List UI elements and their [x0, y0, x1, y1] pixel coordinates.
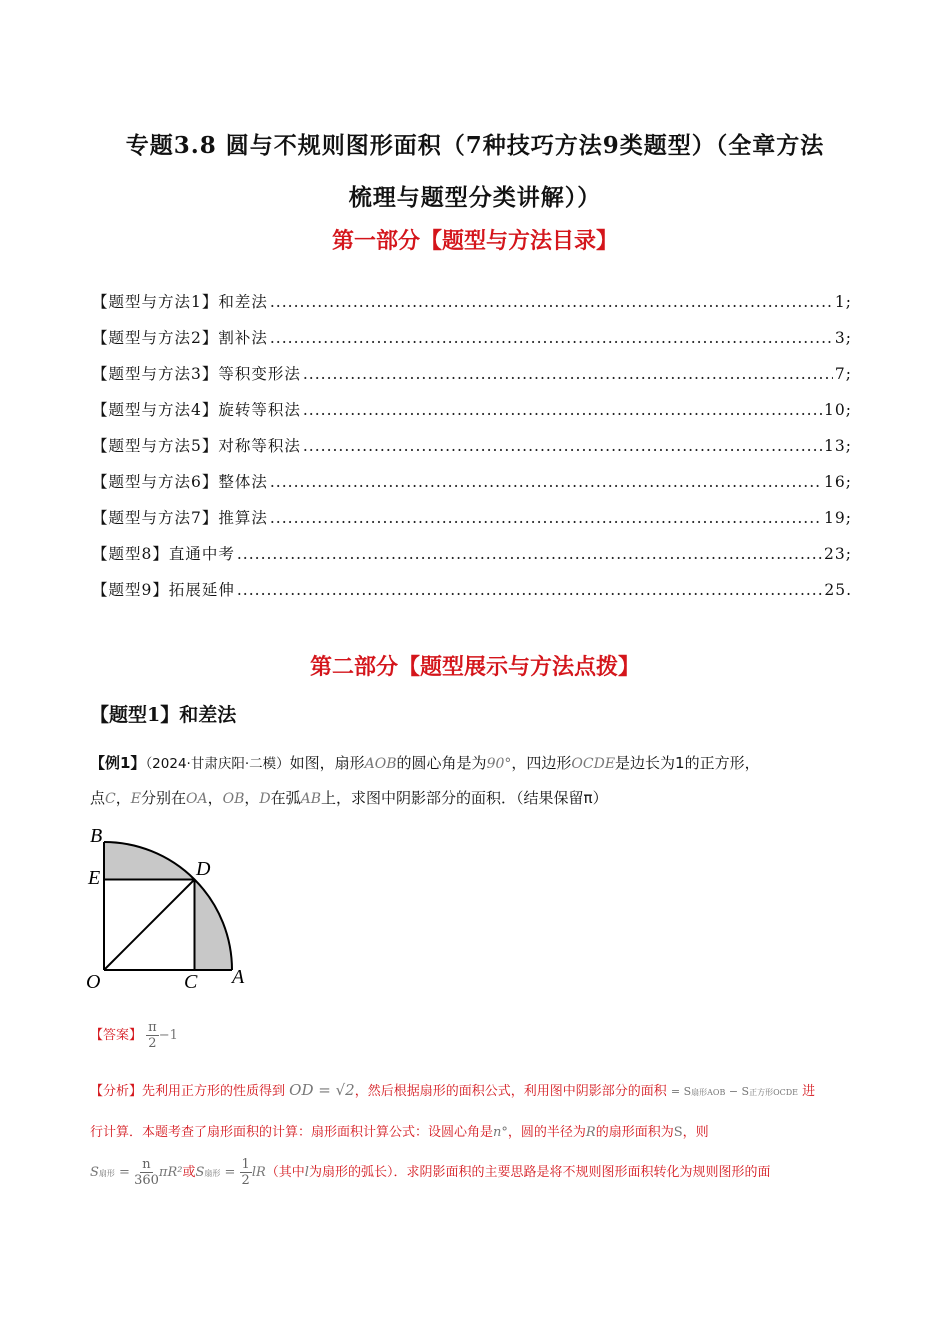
formula1-sub: 扇形: [98, 1169, 115, 1178]
math-r: R: [585, 1125, 596, 1140]
toc-item-page: 7;: [834, 365, 852, 383]
formula1-eq: =: [114, 1165, 135, 1180]
analysis-text: ，然后根据扇形的面积公式，利用图中阴影部分的面积: [354, 1084, 667, 1099]
answer-numerator: π: [148, 1020, 157, 1035]
label-e: E: [88, 867, 101, 889]
label-b: B: [90, 825, 103, 847]
toc-leader-dots: [303, 401, 822, 419]
toc-leader-dots: [270, 329, 833, 347]
toc-item[interactable]: [92, 434, 852, 470]
math-ocde: OCDE: [571, 756, 616, 772]
toc-item-page: 25.: [824, 581, 852, 599]
formula2-fraction: [240, 1157, 252, 1188]
example-text: ，: [207, 789, 223, 807]
label-a: A: [232, 966, 245, 988]
toc-leader-dots: [237, 581, 822, 599]
toc-item-label: 【题型与方法5】对称等积法: [92, 437, 301, 455]
toc-leader-dots: [303, 437, 822, 455]
math-l: l: [304, 1165, 309, 1180]
toc-item[interactable]: [92, 290, 852, 326]
toc-item[interactable]: [92, 326, 852, 362]
example-text: 是边长为1的正方形，: [615, 754, 760, 772]
example-text: ，: [115, 789, 131, 807]
example-text: 上，求图中阴影部分的面积．（结果保留π）: [321, 789, 608, 807]
shaded-region-top: [104, 842, 195, 880]
analysis: [90, 1070, 880, 1194]
label-o: O: [86, 971, 101, 993]
toc-item-label: 【题型9】拓展延伸: [92, 581, 235, 599]
math-ob: OB: [222, 791, 245, 807]
toc-item-label: 【题型与方法6】整体法: [92, 473, 268, 491]
answer-label: 【答案】: [90, 1028, 143, 1043]
analysis-text: 为扇形的弧长）．求阴影面积的主要思路是将不规则图形面积转化为规则图形的面: [308, 1165, 771, 1180]
example-text: 分别在: [140, 789, 186, 807]
analysis-text: ，则: [682, 1125, 709, 1140]
answer-tail: −1: [158, 1028, 178, 1043]
toc-item-page: 16;: [824, 473, 852, 491]
part1-heading: 第一部分【题型与方法目录】: [331, 228, 618, 254]
example-text: 的圆心角是为: [396, 754, 487, 772]
example-text: ，四边形: [511, 754, 572, 772]
toc-item-label: 【题型与方法3】等积变形法: [92, 365, 301, 383]
math-od: OD = √2: [289, 1081, 355, 1099]
toc-item[interactable]: [92, 398, 852, 434]
formula1-fraction: [134, 1157, 159, 1188]
analysis-text: ，圆的半径为: [507, 1125, 586, 1140]
toc-item[interactable]: [92, 506, 852, 542]
analysis-text: 的扇形面积为: [595, 1125, 674, 1140]
analysis-label: 【分析】: [90, 1084, 143, 1099]
math-c: C: [105, 791, 116, 807]
example-text: 在弧: [270, 789, 301, 807]
label-c: C: [184, 971, 198, 993]
toc-item-page: 3;: [834, 329, 852, 347]
toc-item-page: 19;: [824, 509, 852, 527]
answer-denominator: 2: [148, 1036, 157, 1051]
example-text: ，: [244, 789, 260, 807]
formula2-eq: =: [220, 1165, 240, 1180]
math-oa: OA: [186, 791, 208, 807]
answer: [90, 1020, 178, 1051]
toc-leader-dots: [270, 509, 822, 527]
toc-item-page: 23;: [824, 545, 852, 563]
title-line-1: 专题3.8 圆与不规则图形面积（7种技巧方法9类题型）（全章方法: [125, 132, 825, 159]
formula1-den: 360: [134, 1173, 159, 1188]
sector-figure: [80, 820, 270, 995]
formula2-sub: 扇形: [204, 1169, 221, 1178]
analysis-text: 或: [182, 1165, 196, 1180]
formula2-s: S: [195, 1165, 205, 1180]
example-text: 如图，扇形: [289, 754, 365, 772]
math-n: n°: [493, 1125, 508, 1140]
segment-od: [104, 880, 195, 971]
table-of-contents: [92, 290, 852, 614]
math-aob: AOB: [364, 756, 397, 772]
toc-item-label: 【题型与方法7】推算法: [92, 509, 268, 527]
math-s-shade: = S: [670, 1085, 692, 1098]
math-ab: AB: [300, 791, 322, 807]
formula2-tail: lR: [251, 1165, 266, 1180]
toc-item-page: 10;: [824, 401, 852, 419]
title-line-2: 梳理与题型分类讲解））: [348, 184, 602, 211]
part2-heading: 第二部分【题型展示与方法点拨】: [309, 654, 640, 680]
page-title: [70, 120, 880, 224]
toc-item-label: 【题型与方法4】旋转等积法: [92, 401, 301, 419]
toc-leader-dots: [270, 473, 822, 491]
toc-leader-dots: [303, 365, 833, 383]
math-e: E: [130, 791, 141, 807]
toc-item[interactable]: [92, 470, 852, 506]
analysis-text: 行计算．本题考查了扇形面积的计算：扇形面积计算公式：设圆心角是: [90, 1125, 494, 1140]
formula1-s: S: [90, 1165, 99, 1180]
toc-item-label: 【题型与方法2】割补法: [92, 329, 268, 347]
toc-item-page: 1;: [834, 293, 852, 311]
toc-item-label: 【题型与方法1】和差法: [92, 293, 268, 311]
math-S: S: [673, 1125, 683, 1140]
toc-item[interactable]: [92, 542, 852, 578]
math-90: 90°: [486, 756, 512, 772]
formula2-den: 2: [241, 1173, 250, 1188]
example-source: （2024·甘肃庆阳·二模）: [145, 756, 290, 772]
formula1-num: n: [142, 1157, 151, 1172]
label-d: D: [196, 858, 211, 880]
example-label: 【例1】: [90, 754, 146, 772]
math-sub-square: 正方形OCDE: [749, 1088, 799, 1097]
math-sub-sector: 扇形AOB: [691, 1088, 726, 1097]
toc-item[interactable]: [92, 362, 852, 398]
shaded-region-right: [195, 880, 233, 971]
toc-item-page: 13;: [824, 437, 852, 455]
toc-leader-dots: [270, 293, 833, 311]
toc-leader-dots: [237, 545, 822, 563]
answer-fraction: [146, 1020, 159, 1051]
section-title: 【题型1】和差法: [90, 704, 237, 726]
formula1-tail: πR²: [158, 1165, 183, 1180]
toc-item[interactable]: [92, 578, 852, 614]
formula2-num: 1: [241, 1157, 250, 1172]
toc-item-label: 【题型8】直通中考: [92, 545, 235, 563]
analysis-text: 先利用正方形的性质得到: [142, 1084, 286, 1099]
analysis-text: （其中: [265, 1165, 305, 1180]
example-text: 点: [90, 789, 106, 807]
math-minus: − S: [725, 1085, 750, 1098]
example-1: [90, 746, 870, 816]
math-d: D: [259, 791, 271, 807]
analysis-text: 进: [802, 1084, 816, 1099]
